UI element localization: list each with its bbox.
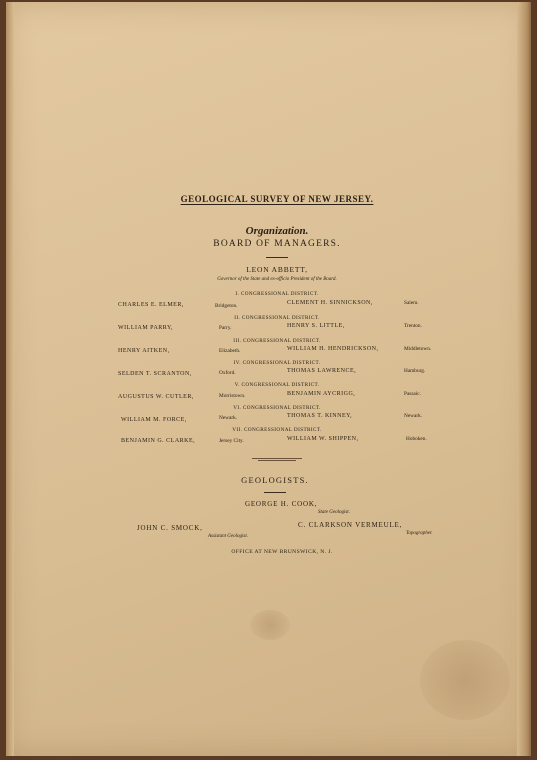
manager-place: Elizabeth. [219, 348, 241, 354]
manager-name: WILLIAM H. HENDRICKSON, [287, 346, 379, 352]
manager-name: THOMAS T. KINNEY, [287, 413, 353, 419]
manager-place: Hamburg. [404, 368, 426, 374]
manager-name: SELDEN T. SCRANTON, [118, 371, 192, 377]
manager-name: HENRY AITKEN, [118, 348, 170, 354]
manager-name: BENJAMIN AYCRIGG, [287, 391, 356, 397]
district-label: IV. CONGRESSIONAL DISTRICT. [233, 360, 321, 366]
office-address: OFFICE AT NEW BRUNSWICK, N. J. [231, 549, 333, 555]
manager-place: Trenton. [404, 323, 422, 329]
district-label: V. CONGRESSIONAL DISTRICT. [234, 382, 320, 388]
manager-name: AUGUSTUS W. CUTLER, [118, 394, 194, 400]
manager-name: CHARLES E. ELMER, [118, 302, 184, 308]
manager-place: Morristown. [219, 393, 246, 399]
organization-heading: Organization. [245, 225, 309, 237]
page-right-edge [517, 2, 531, 756]
state-geologist-title: State Geologist. [318, 510, 350, 515]
topographer-title: Topographer. [406, 531, 433, 536]
manager-place: Middletown. [404, 346, 432, 352]
district-label: I. CONGRESSIONAL DISTRICT. [235, 291, 319, 297]
manager-place: Hoboken. [406, 436, 427, 442]
paper-stain [250, 610, 290, 640]
manager-name: THOMAS LAWRENCE, [287, 368, 357, 374]
assistant-geologist-name: JOHN C. SMOCK, [137, 524, 203, 532]
paper-stain [420, 640, 510, 720]
manager-name: WILLIAM M. FORCE, [121, 417, 187, 423]
district-label: VI. CONGRESSIONAL DISTRICT. [233, 405, 321, 411]
manager-name: WILLIAM PARRY, [118, 325, 174, 331]
board-heading: BOARD OF MANAGERS. [213, 239, 341, 249]
manager-name: HENRY S. LITTLE, [287, 323, 345, 329]
assistant-geologist-title: Assistant Geologist. [208, 534, 249, 539]
district-label: II. CONGRESSIONAL DISTRICT. [234, 315, 320, 321]
governor-name: LEON ABBETT, [246, 265, 308, 274]
page-left-edge [6, 2, 14, 756]
manager-name: BENJAMIN G. CLARKE, [121, 438, 196, 444]
separator-rule [258, 460, 296, 461]
separator-rule [252, 458, 302, 459]
topographer-name: C. CLARKSON VERMEULE, [298, 521, 403, 529]
separator-rule [266, 257, 288, 258]
manager-place: Oxford. [219, 370, 236, 376]
manager-place: Parry. [219, 325, 232, 331]
manager-place: Bridgeton. [215, 303, 238, 309]
district-label: III. CONGRESSIONAL DISTRICT. [233, 338, 321, 344]
manager-place: Salem. [404, 300, 419, 306]
manager-place: Newark. [404, 413, 423, 419]
manager-place: Newark. [219, 415, 238, 421]
state-geologist-name: GEORGE H. COOK, [245, 500, 318, 508]
manager-name: WILLIAM W. SHIPPEN, [287, 436, 359, 442]
district-label: VII. CONGRESSIONAL DISTRICT. [232, 427, 322, 433]
survey-title: GEOLOGICAL SURVEY OF NEW JERSEY. [180, 194, 374, 204]
separator-rule [264, 492, 286, 493]
manager-name: CLEMENT H. SINNICKSON, [287, 300, 373, 306]
governor-title: Governor of the State and ex-officio President of the Board. [217, 277, 337, 282]
geologists-heading: GEOLOGISTS. [241, 475, 309, 485]
manager-place: Passaic. [404, 391, 421, 397]
manager-place: Jersey City. [219, 438, 244, 444]
